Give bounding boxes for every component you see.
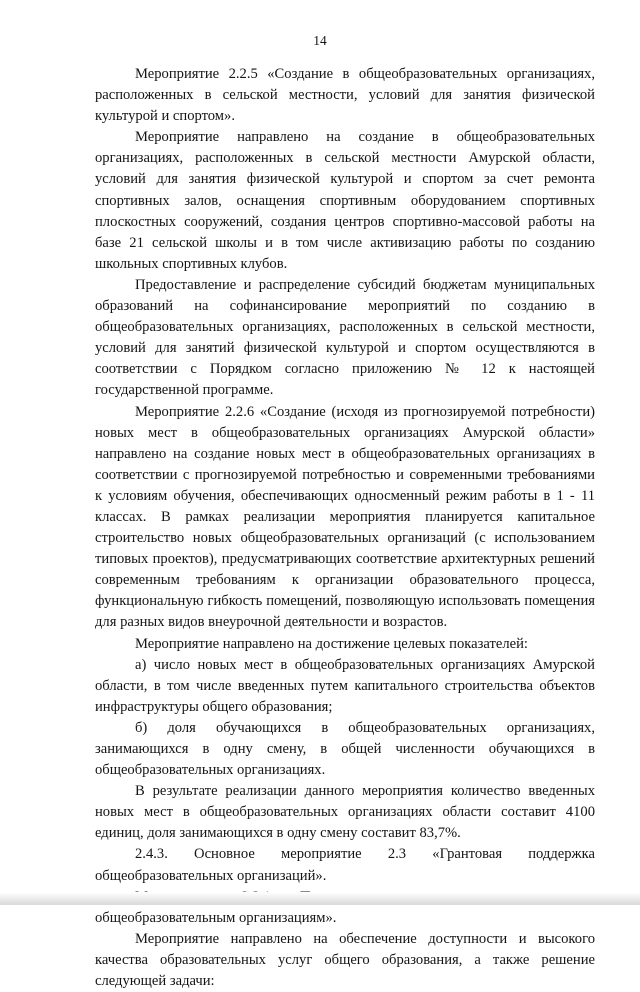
document-body [95, 64, 595, 992]
paragraph-indicator-b: б) доля обучающихся в общеобразовательных организациях, занимающихся в одну смену, в общей численности обучающихся в общеобразовательных организациях. [95, 719, 595, 779]
paragraph-measure-2-2-5-description: Мероприятие направлено на создание в общеобразовательных организациях, расположенных в сельской местности Амурской области, условий для занятия физической культурой и спортом за счет ремонта спортивных залов, оснащения спортивным оборудованием спортивных плоскостных сооружений, создания центров спортивно-массовой работы на базе 21 сельской школы и в том числе активизацию работы по созданию школьных спортивных клубов. [95, 129, 595, 272]
paragraph-measure-2-2-6: Мероприятие 2.2.6 «Создание (исходя из прогнозируемой потребности) новых мест в общеобразовательных организациях Амурской области» направлено на создание новых мест в общеобразовательных организациях в соответствии с прогнозируемой потребностью и современными требованиями к условиям обучения, обеспечивающих односменный режим работы в 1 - 11 классах. В рамках реализации мероприятия планируется капитальное строительство новых общеобразовательных организаций (с использованием типовых проектов), предусматривающих соответствие архитектурных решений современным требованиям к организации образовательного процесса, функциональную гибкость помещений, позволяющую использовать помещения для разных видов внеурочной деятельности и возрастов. [95, 403, 595, 631]
paragraph-measure-2-2-5-title: Мероприятие 2.2.5 «Создание в общеобразовательных организациях, расположенных в сельской местности, условий для занятия физической культурой и спортом». [95, 66, 595, 125]
paragraph-measure-2-3-1-description: Мероприятие направлено на обеспечение доступности и высокого качества образовательных услуг общего образования, а также решение следующей задачи: [95, 930, 595, 990]
page-number: 14 [313, 33, 327, 48]
paragraph-results: В результате реализации данного мероприятия количество введенных новых мест в общеобразовательных организациях области составит 4100 единиц, доля занимающихся в одну смену составит 83,7%. [95, 783, 595, 842]
paragraph-target-indicators-intro: Мероприятие направлено на достижение целевых показателей: [135, 635, 528, 652]
scan-bottom-edge [0, 892, 640, 905]
paragraph-subsidies: Предоставление и распределение субсидий бюджетам муниципальных образований на софинансирование мероприятий по созданию в общеобразовательных организациях, расположенных в сельской местности, условий для занятий физической культурой и спортом осуществляются в соответствии с Порядком согласно приложению № 12 к настоящей государственной программе. [95, 276, 595, 399]
paragraph-indicator-a: а) число новых мест в общеобразовательных организациях Амурской области, в том числе введенных путем капитального строительства объектов инфраструктуры общего образования; [95, 656, 595, 715]
paragraph-measure-2-3-1-title: общеобразовательным организациям». [95, 909, 337, 926]
paragraph-section-2-4-3: 2.4.3. Основное мероприятие 2.3 «Грантовая поддержка общеобразовательных организаций». [95, 846, 595, 884]
